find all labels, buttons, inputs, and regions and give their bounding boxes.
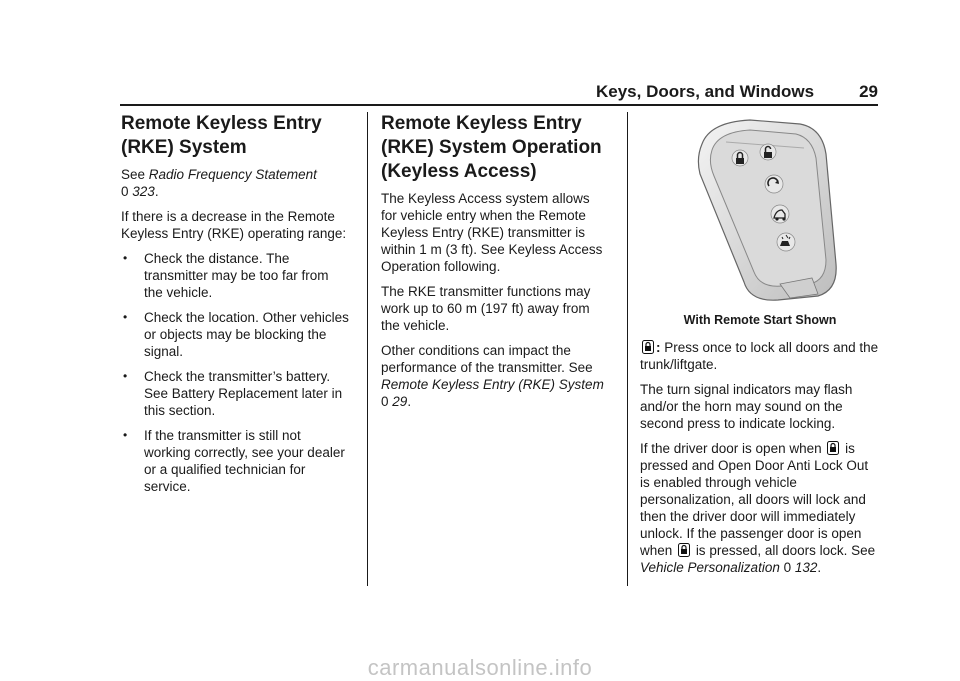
page-ref-29[interactable]: 29 [392,394,408,409]
header-rule [120,104,878,106]
see-reference: See Radio Frequency Statement 0 323. [121,167,317,199]
range-intro: If there is a decrease in the Remote Keyless Entry (RKE) operating range: [121,209,347,241]
liftgate-icon [771,205,789,223]
lock-icon [827,441,839,455]
lock-icon [642,340,654,354]
keyless-access-paragraph: The Keyless Access system allows for vehicle entry when the Remote Keyless Entry (RKE) transmitter is within 1 m (3 ft). See Keyless Access Operation following. [381,191,603,274]
radio-frequency-link[interactable]: Radio Frequency Statement [148,167,317,182]
list-item: • Check the distance. The transmitter may be too far from the vehicle. [121,250,351,301]
page-header [596,82,878,102]
turn-signal-paragraph: The turn signal indicators may flash and/or the horn may sound on the second press to indicate locking. [640,382,853,431]
column-1 [121,112,351,503]
rke-operation-heading: Remote Keyless Entry (RKE) System Operation (Keyless Access) [381,113,602,182]
range-paragraph: The RKE transmitter functions may work up to 60 m (197 ft) away from the vehicle. [381,284,591,333]
key-fob-illustration [640,114,880,304]
page-number: 29 [859,82,878,101]
rke-system-link[interactable]: Remote Keyless Entry (RKE) System [381,377,604,392]
column-divider-1 [367,112,368,586]
figure-caption: With Remote Start Shown [683,313,837,327]
panic-alarm-icon [777,233,795,251]
range-checklist [121,250,351,495]
remote-start-icon [765,175,783,193]
section-title: Keys, Doors, and Windows [596,82,815,101]
list-item: • Check the location. Other vehicles or objects may be blocking the signal. [121,309,351,360]
lock-button-icon [732,150,748,166]
conditions-paragraph: Other conditions can impact the performance of the transmitter. See Remote Keyless Entry (RKE) System 0 29. [381,343,604,409]
rke-system-heading: Remote Keyless Entry (RKE) System [121,113,322,158]
list-item: • Check the transmitter’s battery. See Battery Replacement later in this section. [121,368,351,419]
lock-description: : Press once to lock all doors and the trunk/liftgate. [640,340,879,372]
page-ref-132[interactable]: 132 [794,560,818,575]
open-door-paragraph: If the driver door is open when is pressed and Open Door Anti Lock Out is enabled through vehicle personalization, all doors will lock and then the driver door will immediately unlock. If the passenger door is open when is pressed, all doors lock. See Vehicle Personalization 0 132. [640,441,876,575]
watermark: carmanualsonline.info [367,655,593,680]
unlock-button-icon [760,144,776,160]
page-ref-323[interactable]: 323 [132,184,155,199]
lock-icon [678,543,690,557]
column-3 [640,112,880,584]
vehicle-personalization-link[interactable]: Vehicle Personalization [640,560,780,575]
page-ref-glyph: 0 [121,184,129,199]
page-ref-glyph: 0 [381,394,389,409]
list-item: • If the transmitter is still not working correctly, see your dealer or a qualified technician for service. [121,427,351,495]
column-divider-2 [627,112,628,586]
page-ref-glyph: 0 [783,560,792,575]
column-2 [381,112,609,418]
